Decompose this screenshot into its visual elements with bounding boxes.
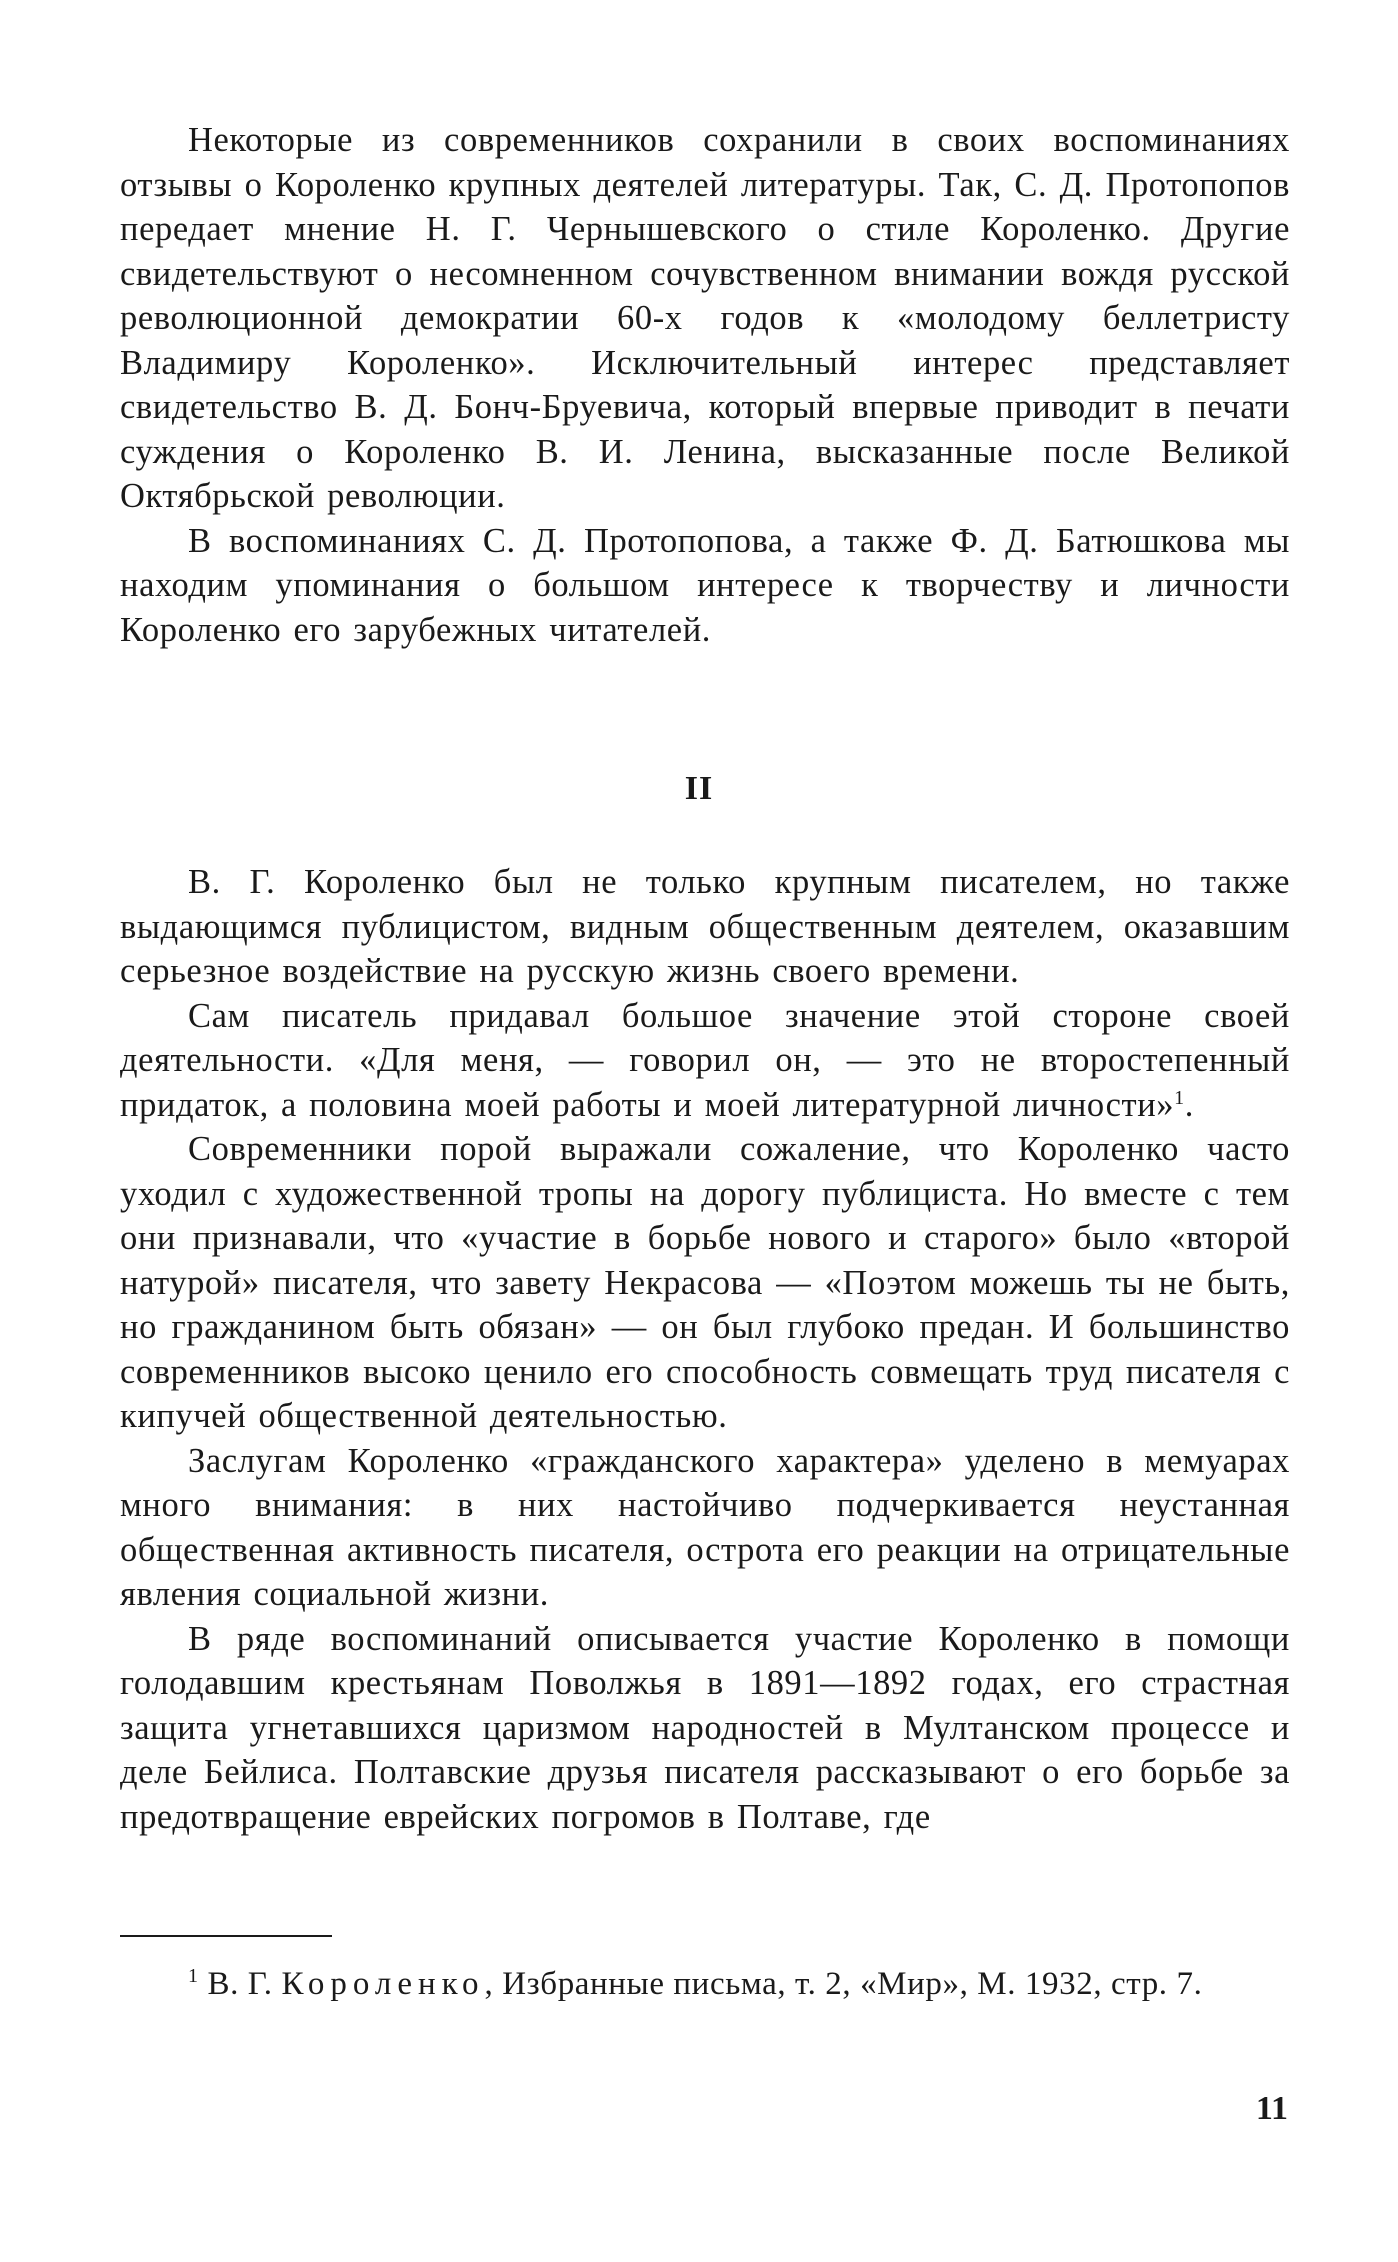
section-heading: II (684, 770, 714, 807)
page-number: 11 (1255, 2090, 1288, 2127)
paragraph: В. Г. Короленко был не только крупным писателем, но также выдающимся публицистом, видным общественным деятелем, оказавшим серьезное воздействие на русскую жизнь своего времени. (120, 863, 1290, 990)
footnote-divider (120, 1935, 332, 1937)
paragraph-end: . (1184, 1085, 1194, 1124)
footnote-author-surname: Короленко (281, 1966, 485, 2002)
text-block-section-2 (120, 860, 1290, 1839)
paragraph: В воспоминаниях С. Д. Протопопова, а также Ф. Д. Батюшкова мы находим упоминания о большом интересе к творчеству и личности Короленко его зарубежных читателей. (120, 521, 1290, 649)
paragraph-text: Сам писатель придавал большое значение этой стороне своей деятельности. «Для меня, — говорил он, — это не второстепенный придаток, а половина моей работы и моей литературной личности» (120, 996, 1290, 1124)
paragraph: Некоторые из современников сохранили в своих воспоминаниях отзывы о Короленко крупных деятелей литературы. Так, С. Д. Протопопов передает мнение Н. Г. Чернышевского о стиле Короленко. Другие свидетельствуют о несомненном сочувственном внимании вождя русской революционной демократии 60-х годов к «молодому беллетристу Владимиру Короленко». Исключительный интерес представляет свидетельство В. Д. Бонч-Бруевича, который впервые приводит в печати суждения о Короленко В. И. Ленина, высказанные после Великой Октябрьской революции. (120, 121, 1290, 515)
paragraph-with-footnote-ref (120, 994, 1290, 1128)
footnote-marker: 1 (188, 1965, 199, 1987)
footnote-reference: 1 (1174, 1086, 1185, 1109)
paragraph: Заслугам Короленко «гражданского характера» уделено в мемуарах много внимания: в них настойчиво подчеркивается неустанная общественная активность писателя, острота его реакции на отрицательные явления социальной жизни. (120, 1441, 1290, 1613)
paragraph: В ряде воспоминаний описывается участие Короленко в помощи голодавшим крестьянам Поволжья в 1891—1892 годах, его страстная защита угнетавшихся царизмом народностей в Мултанском процессе и деле Бейлиса. Полтавские друзья писателя рассказывают о его борьбе за предотвращение еврейских погромов в Полтаве, где (120, 1619, 1290, 1836)
text-block-intro (120, 118, 1290, 652)
footnote-citation: , Избранные письма, т. 2, «Мир», М. 1932, стр. 7. (484, 1966, 1203, 2002)
footnote (120, 1962, 1290, 2006)
paragraph: Современники порой выражали сожаление, что Короленко часто уходил с художественной тропы на дорогу публициста. Но вместе с тем они признавали, что «участие в борьбе нового и старого» было «второй натурой» писателя, что завету Некрасова — «Поэтом можешь ты не быть, но гражданином быть обязан» — он был глубоко предан. И большинство современников высоко ценило его способность совмещать труд писателя с кипучей общественной деятельностью. (120, 1130, 1290, 1435)
footnote-author-initials: В. Г. (207, 1966, 273, 2002)
